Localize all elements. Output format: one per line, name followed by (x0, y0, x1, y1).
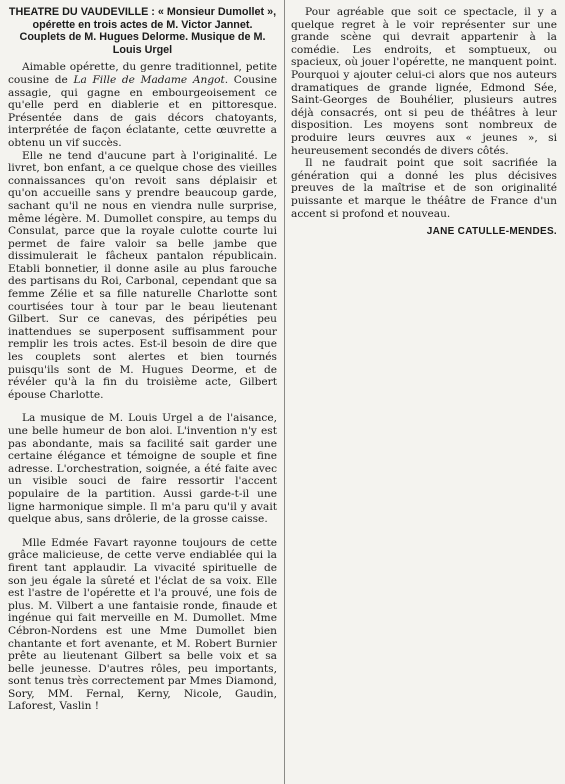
author-signature: JANE CATULLE-MENDES. (426, 226, 557, 238)
review-paragraph-3 (8, 412, 277, 525)
headline-theatre: THEATRE DU VAUDEVILLE : (8, 6, 155, 18)
paragraph-3-text: La musique de M. Louis Urgel a de l'aisance, une belle humeur de bon aloi. L'invention n'y est pas abondante, mais sa facilité sait garder une certaine élégance et témoigne de souple et fine adresse. L'orchestration, soignée, a été faite avec un visible souci de faire ressortir l'accent populaire de la partition. Aussi garde-t-il une ligne harmonique simple. Il m'a paru qu'il y avait quelque abus, sans drôlerie, de la grosse caisse. (8, 412, 277, 526)
review-paragraph-1 (8, 61, 277, 149)
column-divider (284, 0, 285, 784)
paragraph-1-text-end: . Cousine assagie, qui gagne en embourgeoisement ce qu'elle perd en diablerie et en pittoresque. Présentée dans de gais décors chatoyants, interprétée de façon éclatante, cette œuvrette a obtenu un vif succès. (8, 73, 278, 149)
review-paragraph-2 (8, 150, 277, 402)
paragraph-1-title-italic: La Fille de Madame Angot (73, 73, 225, 86)
review-paragraph-4 (8, 537, 277, 713)
article-headline (8, 6, 277, 56)
paragraph-2-text: Elle ne tend d'aucune part à l'originalité. Le livret, bon enfant, a ce quelque chose des vieilles connaissances qu'on revoit sans déplaisir et qu'on accueille sans y prendre beaucoup garde, sachant qu'il ne nous en viendra nulle surprise, même légère. M. Dumollet conspire, au temps du Consulat, parce que la royale culotte courte lui permet de faire valoir sa belle jambe que dissimulerait le fâcheux pantalon républicain. Etabli bonnetier, il donne asile au plus farouche des partisans du Roi, Carbonal, cependant que sa femme Zélie et sa fille naturelle Charlotte sont courtisées tour à tour par le beau lieutenant Gilbert. Sur ce canevas, des péripéties peu inattendues se superposent suffisamment pour remplir les trois actes. Est-il besoin de dire que les couplets sont alertes et bien tournés puisqu'ils sont de M. Hugues Deorme, et de révéler qu'à la fin du troisième acte, Gilbert épouse Charlotte. (8, 149, 277, 401)
left-column (8, 6, 277, 713)
paragraph-gap (8, 526, 277, 537)
review-paragraph-6: Il ne faudrait point que soit sacrifiée la génération qui a donné les plus décisives preuves de la maîtrise et de son originalité puissante et marque le théâtre de France d'un accent si profond et nouveau. (291, 157, 557, 220)
headline-subtitle: « Monsieur Dumollet », opérette en trois actes de M. Victor Jannet. Couplets de M. Hugues Delorme. Musique de M. Louis Urgel (19, 6, 277, 56)
paragraph-gap (8, 401, 277, 412)
paragraph-4-text: Mlle Edmée Favart rayonne toujours de cette grâce malicieuse, de cette verve endiablée qui la firent tant applaudir. La vivacité spirituelle de son jeu égale la sûreté et l'éclat de sa voix. Elle est l'astre de l'opérette et l'a prouvé, une fois de plus. M. Vilbert a une fantaisie ronde, finaude et ingénue qui fait merveille en M. Dumollet. Mme Cébron-Nordens est une Mme Dumollet bien chantante et fort avenante, et M. Robert Burnier prête au lieutenant Gilbert sa belle voix et sa belle jeunesse. D'autres rôles, peu importants, sont tenus très correctement par Mmes Diamond, Sory, MM. Fernal, Kerny, Nicole, Gaudin, Laforest, Vaslin ! (8, 536, 277, 713)
review-paragraph-5: Pour agréable que soit ce spectacle, il y a quelque regret à le voir représenter sur une grande scène qui devrait appartenir à la comédie. Les endroits, et somptueux, ou spacieux, où jouer l'opérette, ne manquent point. Pourquoi y ajouter celui-ci alors que nos auteurs dramatiques de grande lignée, Edmond Sée, Saint-Georges de Bouhélier, plusieurs autres déjà consacrés, ont si peu de théâtres à leur disposition. Les moyens sont nombreux de produire leurs œuvres aux « jeunes », si heureusement secondés de divers côtés. (291, 6, 557, 157)
paragraph-1-text: Aimable opérette, du genre traditionnel, petite cousine de (8, 61, 277, 86)
right-column (291, 6, 557, 239)
